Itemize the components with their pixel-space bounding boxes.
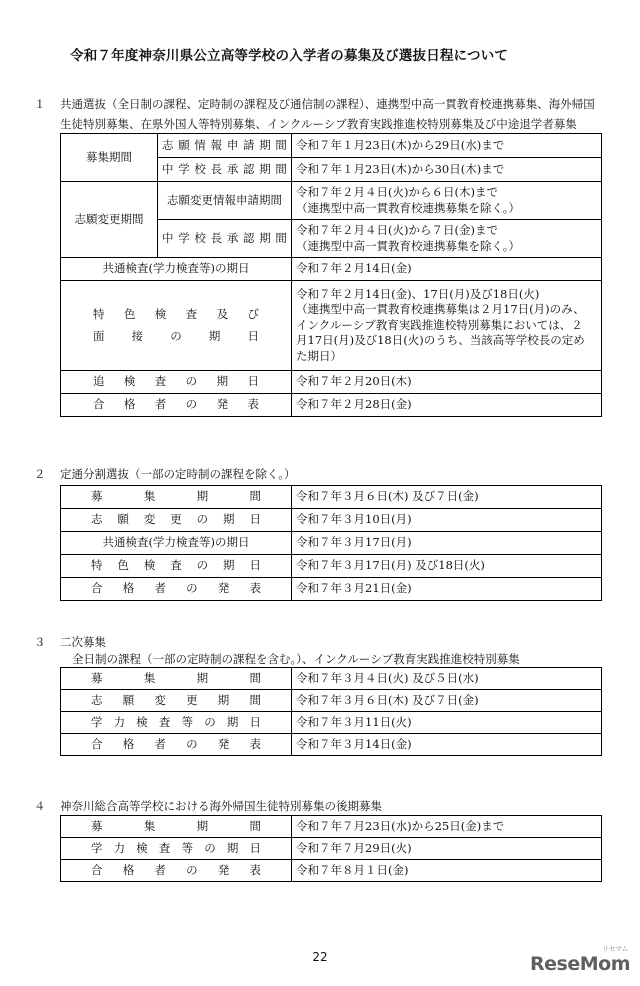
resemom-logo: [530, 945, 630, 975]
s3-value: 令和７年３月14日(金): [292, 734, 602, 756]
tokushoku-value-line1: 令和７年２月14日(金)、17日(月)及び18日(火): [296, 286, 540, 301]
s3-value: 令和７年３月４日(火) 及び５日(水): [292, 668, 602, 690]
henko-info-value-line1: 令和７年２月４日(火)から６日(木)まで: [296, 185, 498, 199]
kocho-approval-2-value-line2: （連携型中高一貫教育校連携募集を除く。）: [296, 238, 521, 253]
page-number: 22: [312, 950, 328, 964]
table-row: [61, 394, 602, 417]
section-1-heading-line2: 生徒特別募集、在県外国人等特別募集、インクルーシブ教育実践推進校特別募集及び中途退学者募集: [60, 117, 577, 131]
tsui-kensa-label: 追 検 査 の 期 日: [61, 371, 292, 394]
section-2-heading: [34, 466, 296, 482]
kyotsu-kensa-value: 令和７年２月14日(金): [292, 258, 602, 281]
s2-label: 共通検査(学力検査等)の期日: [61, 532, 292, 555]
section-1-number: １: [34, 97, 46, 111]
table-row: [61, 281, 602, 371]
section-4-table: [60, 815, 602, 882]
s2-value: 令和７年３月６日(木) 及び７日(金): [292, 486, 602, 509]
s4-label: 募 集 期 間: [61, 816, 292, 838]
henko-period-label: 志願変更期間: [61, 182, 158, 258]
table-row: [61, 712, 602, 734]
s2-label: 特 色 検 査 の 期 日: [61, 555, 292, 578]
kocho-approval-value: 令和７年１月23日(木)から30日(木)まで: [292, 158, 602, 182]
tokushoku-mensetsu-label: [61, 281, 292, 371]
table-row: [61, 838, 602, 860]
section-1-heading: [34, 96, 595, 112]
tokushoku-value-line2: （連携型中高一貫教育校連携募集は２月17日(月)のみ、: [296, 302, 585, 317]
s4-value: 令和７年８月１日(金): [292, 860, 602, 882]
table-row: [61, 860, 602, 882]
tokushoku-value-line4: 月17日(月)及び18日(火)のうち、当該高等学校長の定め: [296, 333, 585, 348]
s4-label: 合 格 者 の 発 表: [61, 860, 292, 882]
section-1-table: [60, 133, 602, 417]
table-row: [61, 371, 602, 394]
s2-label: 志 願 変 更 の 期 日: [61, 509, 292, 532]
logo-text: ReseMom: [530, 953, 630, 975]
section-1-heading-line1: 共通選抜（全日制の課程、定時制の課程及び通信制の課程）、連携型中高一貫教育校連携募集、海外帰国: [60, 97, 595, 111]
section-3-heading-text: 二次募集: [60, 635, 106, 649]
s2-value: 令和７年３月17日(月) 及び18日(火): [292, 555, 602, 578]
shigan-info-value: 令和７年１月23日(木)から29日(水)まで: [292, 134, 602, 158]
section-2-number: ２: [34, 467, 46, 481]
kocho-approval-2-label: 中 学 校 長 承 認 期 間: [158, 220, 292, 258]
table-row: [61, 690, 602, 712]
table-row: [61, 182, 602, 220]
s3-value: 令和７年３月11日(火): [292, 712, 602, 734]
henko-info-value-line2: （連携型中高一貫教育校連携募集を除く。）: [296, 200, 521, 215]
kocho-approval-2-value-line1: 令和７年２月４日(火)から７日(金)まで: [296, 223, 498, 237]
tokushoku-label-line1: 特 色 検 査 及 び: [93, 307, 259, 321]
s4-value: 令和７年７月29日(火): [292, 838, 602, 860]
table-row: [61, 532, 602, 555]
table-row: [61, 555, 602, 578]
s3-value: 令和７年３月６日(木) 及び７日(金): [292, 690, 602, 712]
gokaku-happyo-label: 合 格 者 の 発 表: [61, 394, 292, 417]
s3-label: 募 集 期 間: [61, 668, 292, 690]
s3-label: 学 力 検 査 等 の 期 日: [61, 712, 292, 734]
s3-label: 志 願 変 更 期 間: [61, 690, 292, 712]
page-title: 令和７年度神奈川県公立高等学校の入学者の募集及び選抜日程について: [70, 48, 509, 64]
s2-value: 令和７年３月21日(金): [292, 578, 602, 601]
section-3-heading: [34, 634, 106, 650]
section-3-table: [60, 667, 602, 756]
s2-value: 令和７年３月10日(月): [292, 509, 602, 532]
gokaku-happyo-value: 令和７年２月28日(金): [292, 394, 602, 417]
section-2-heading-text: 定通分割選抜（一部の定時制の課程を除く。）: [60, 467, 296, 481]
table-row: [61, 486, 602, 509]
section-4-number: ４: [34, 799, 46, 813]
s2-label: 合 格 者 の 発 表: [61, 578, 292, 601]
kyotsu-kensa-label: 共通検査(学力検査等)の期日: [61, 258, 292, 281]
boshu-period-label: 募集期間: [61, 134, 158, 182]
table-row: [61, 578, 602, 601]
tokushoku-value-line5: た期日）: [296, 348, 342, 363]
section-2-table: [60, 485, 602, 601]
henko-info-label: 志願変更情報申請期間: [158, 182, 292, 220]
table-row: [61, 134, 602, 158]
table-row: [61, 734, 602, 756]
section-3-number: ３: [34, 635, 46, 649]
section-3-subheading: 全日制の課程（一部の定時制の課程を含む。）、インクルーシブ教育実践推進校特別募集: [72, 652, 520, 666]
henko-info-value: [292, 182, 602, 220]
s2-label: 募 集 期 間: [61, 486, 292, 509]
s2-value: 令和７年３月17日(月): [292, 532, 602, 555]
section-4-heading: [34, 798, 382, 814]
tokushoku-mensetsu-value: [292, 281, 602, 371]
tsui-kensa-value: 令和７年２月20日(木): [292, 371, 602, 394]
tokushoku-label-line2: 面 接 の 期 日: [93, 328, 259, 343]
shigan-info-label: 志 願 情 報 申 請 期 間: [158, 134, 292, 158]
s3-label: 合 格 者 の 発 表: [61, 734, 292, 756]
kocho-approval-label: 中 学 校 長 承 認 期 間: [158, 158, 292, 182]
table-row: [61, 668, 602, 690]
kocho-approval-2-value: [292, 220, 602, 258]
section-4-heading-text: 神奈川総合高等学校における海外帰国生徒特別募集の後期募集: [60, 799, 382, 813]
logo-small-text: リセマム: [602, 945, 628, 953]
table-row: [61, 509, 602, 532]
table-row: [61, 816, 602, 838]
s4-label: 学 力 検 査 等 の 期 日: [61, 838, 292, 860]
s4-value: 令和７年７月23日(水)から25日(金)まで: [292, 816, 602, 838]
table-row: [61, 258, 602, 281]
tokushoku-value-line3: インクルーシブ教育実践推進校特別募集においては、２: [296, 317, 583, 332]
